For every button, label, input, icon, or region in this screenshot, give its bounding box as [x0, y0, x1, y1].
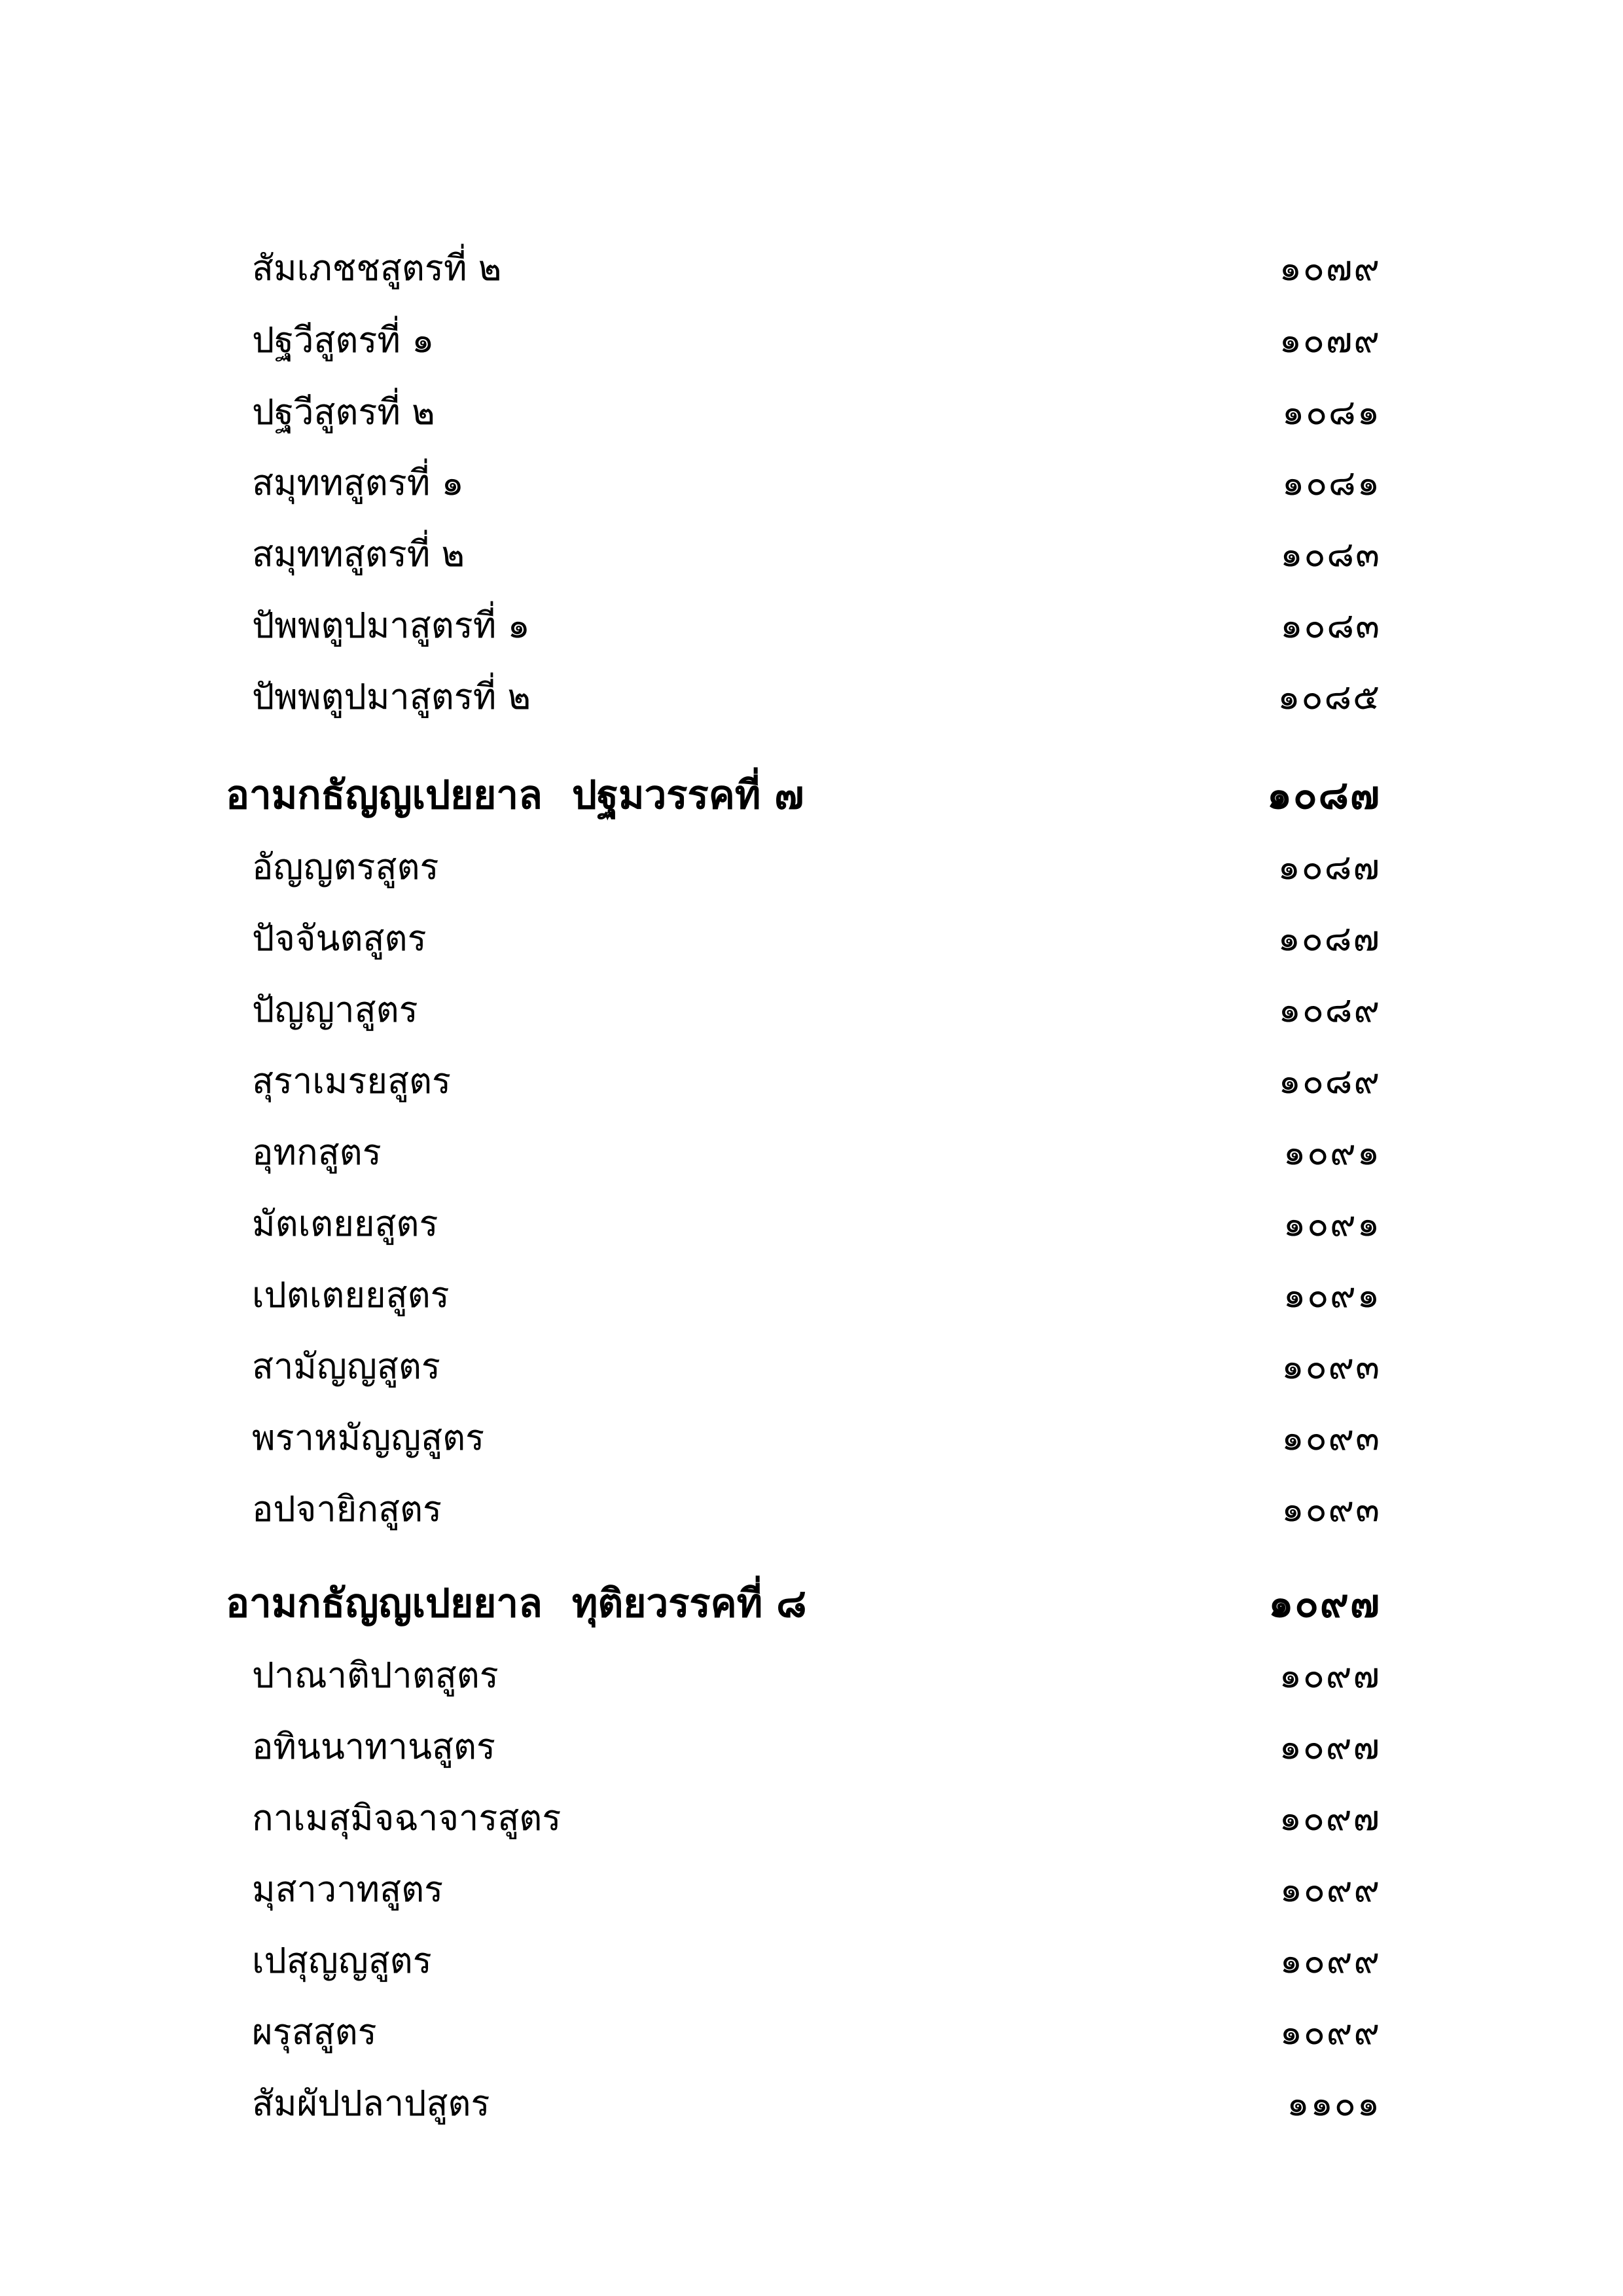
entry-page-number: ๑๐๙๙ [1279, 1869, 1381, 1910]
toc-entry [0, 1263, 1623, 1328]
toc-entry [0, 1785, 1623, 1851]
section-page-number: ๑๐๙๗ [1268, 1581, 1381, 1626]
entry-page-number: ๑๐๗๙ [1279, 247, 1381, 289]
entry-title: ปัจจันตสูตร [252, 918, 427, 959]
entry-title: สมุททสูตรที่ ๒ [252, 533, 465, 575]
entry-title: พราหมัญญสูตร [252, 1417, 485, 1458]
section-page-number: ๑๐๘๗ [1266, 772, 1381, 818]
toc-entry [0, 906, 1623, 971]
entry-title: สัมผัปปลาปสูตร [252, 2083, 490, 2124]
toc-entry [0, 1120, 1623, 1185]
section-title [226, 762, 804, 828]
entry-page-number: ๑๐๙๓ [1281, 1488, 1381, 1530]
entry-page-number: ๑๐๙๗ [1279, 1655, 1381, 1696]
toc-entry [0, 664, 1623, 730]
section-name: อามกธัญญเปยยาล [226, 1581, 543, 1626]
entry-page-number: ๑๐๙๗ [1279, 1797, 1381, 1839]
toc-entry [0, 380, 1623, 445]
entry-title: เปตเตยยสูตร [252, 1274, 450, 1316]
entry-page-number: ๑๐๗๙ [1279, 319, 1381, 361]
toc-entry [0, 236, 1623, 301]
entry-title: มุสาวาทสูตร [252, 1869, 444, 1910]
entry-title: สามัญญสูตร [252, 1346, 440, 1387]
entry-title: อทินนาทานสูตร [252, 1726, 496, 1767]
entry-page-number: ๑๐๙๑ [1283, 1274, 1381, 1316]
entry-page-number: ๑๐๙๙ [1279, 2011, 1381, 2053]
toc-entry [0, 1928, 1623, 1994]
toc-entry [0, 522, 1623, 587]
entry-title: สมุททสูตรที่ ๑ [252, 462, 464, 503]
toc-entry [0, 1334, 1623, 1399]
entry-page-number: ๑๐๘๑ [1281, 462, 1381, 503]
toc-entry [0, 1191, 1623, 1257]
entry-page-number: ๑๐๘๕ [1277, 676, 1381, 717]
entry-page-number: ๑๐๘๓ [1280, 605, 1381, 646]
entry-title: ปาณาติปาตสูตร [252, 1655, 499, 1696]
toc-section-heading [0, 762, 1623, 828]
section-name: อามกธัญญเปยยาล [226, 772, 543, 818]
entry-page-number: ๑๐๙๓ [1281, 1346, 1381, 1387]
toc-entry [0, 593, 1623, 658]
entry-title: สุราเมรยสูตร [252, 1060, 452, 1102]
entry-title: เปสุญญสูตร [252, 1940, 432, 1981]
toc-entry [0, 308, 1623, 373]
toc-entry [0, 1714, 1623, 1780]
entry-title: อุทกสูตร [252, 1132, 382, 1173]
entry-page-number: ๑๐๘๙ [1278, 1060, 1381, 1102]
toc-section-heading [0, 1571, 1623, 1636]
entry-page-number: ๑๐๘๗ [1277, 846, 1381, 888]
entry-page-number: ๑๑๐๑ [1287, 2083, 1381, 2124]
toc-entry [0, 977, 1623, 1043]
entry-title: อัญญตรสูตร [252, 846, 439, 888]
toc-entry [0, 1857, 1623, 1922]
section-title [226, 1571, 807, 1636]
entry-page-number: ๑๐๙๗ [1279, 1726, 1381, 1767]
entry-page-number: ๑๐๘๙ [1278, 989, 1381, 1030]
entry-title: ปัญญาสูตร [252, 989, 418, 1030]
entry-page-number: ๑๐๘๗ [1277, 918, 1381, 959]
entry-page-number: ๑๐๙๓ [1281, 1417, 1381, 1458]
entry-title: มัตเตยยสูตร [252, 1203, 438, 1244]
entry-title: ปฐวีสูตรที่ ๑ [252, 319, 435, 361]
entry-title: สัมเภชชสูตรที่ ๒ [252, 247, 502, 289]
entry-title: กาเมสุมิจฉาจารสูตร [252, 1797, 562, 1839]
toc-entry [0, 2071, 1623, 2136]
entry-page-number: ๑๐๘๓ [1280, 533, 1381, 575]
entry-page-number: ๑๐๙๙ [1279, 1940, 1381, 1981]
toc-entry [0, 1477, 1623, 1542]
section-subtitle: ทุติยวรรคที่ ๘ [571, 1581, 807, 1626]
toc-entry [0, 2000, 1623, 2065]
toc-entry [0, 1049, 1623, 1114]
entry-title: ปัพพตูปมาสูตรที่ ๑ [252, 605, 530, 646]
entry-page-number: ๑๐๙๑ [1283, 1132, 1381, 1173]
entry-page-number: ๑๐๙๑ [1283, 1203, 1381, 1244]
entry-title: ผรุสสูตร [252, 2011, 377, 2053]
toc-entry [0, 1405, 1623, 1471]
entry-title: ปฐวีสูตรที่ ๒ [252, 391, 435, 433]
toc-entry [0, 834, 1623, 900]
section-subtitle: ปฐมวรรคที่ ๗ [571, 772, 804, 818]
toc-entry [0, 450, 1623, 516]
toc-entry [0, 1643, 1623, 1708]
entry-page-number: ๑๐๘๑ [1281, 391, 1381, 433]
entry-title: อปจายิกสูตร [252, 1488, 442, 1530]
entry-title: ปัพพตูปมาสูตรที่ ๒ [252, 676, 531, 717]
